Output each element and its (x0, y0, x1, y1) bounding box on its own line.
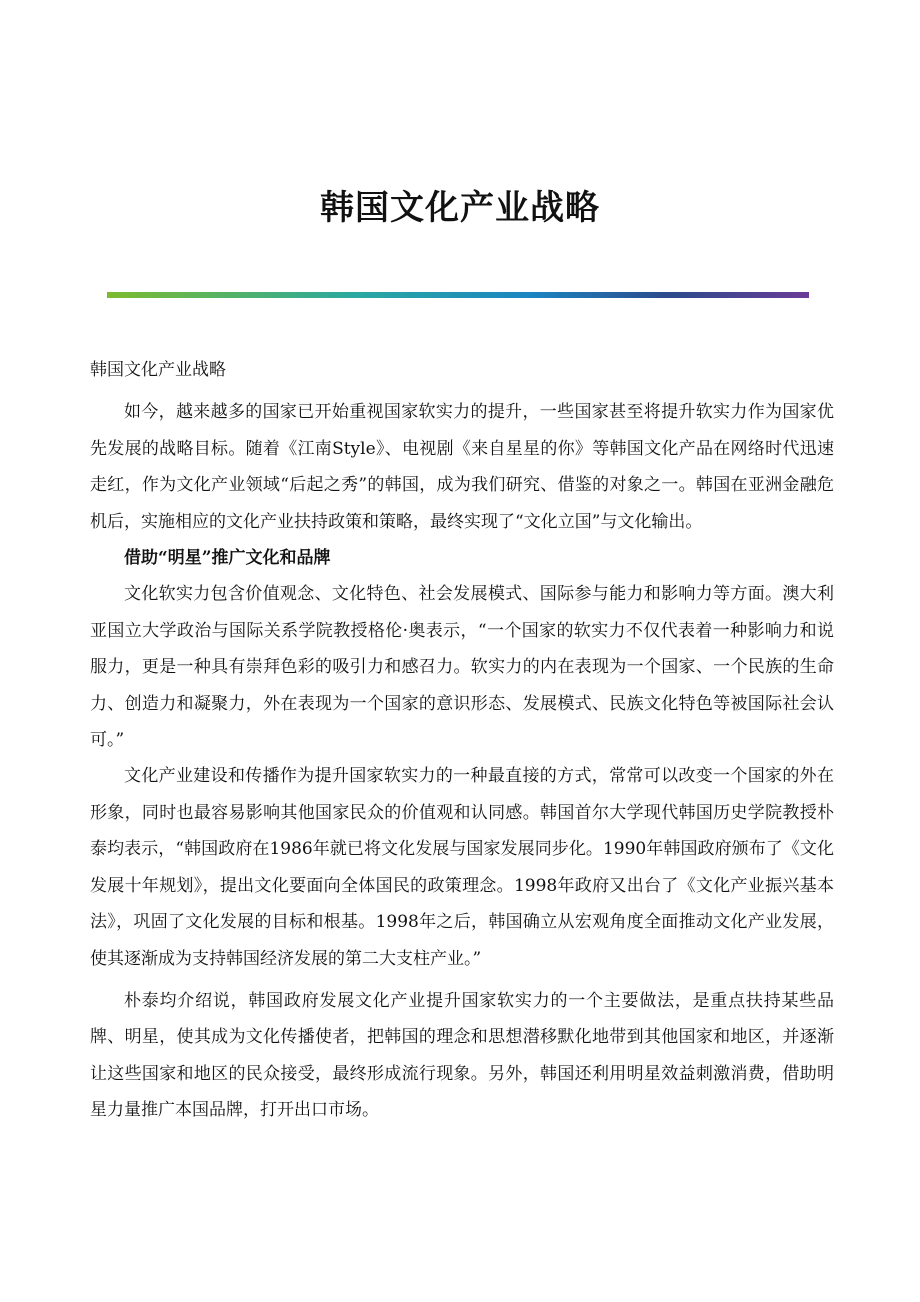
article-subtitle: 韩国文化产业战略 (90, 360, 226, 380)
paragraph-celebrity-strategy: 朴泰均介绍说，韩国政府发展文化产业提升国家软实力的一个主要做法，是重点扶持某些品牌、明星，使其成为文化传播使者，把韩国的理念和思想潜移默化地带到其他国家和地区，并逐渐让这些国家和地区的民众接受，最终形成流行现象。另外，韩国还利用明星效益刺激消费，借助明星力量推广本国品牌，打开出口市场。 (90, 990, 834, 1121)
paragraph-soft-power: 文化软实力包含价值观念、文化特色、社会发展模式、国际参与能力和影响力等方面。澳大利亚国立大学政治与国际关系学院教授格伦·奥表示，“一个国家的软实力不仅代表着一种影响力和说服力，更是一种具有崇拜色彩的吸引力和感召力。软实力的内在表现为一个国家、一个民族的生命力、创造力和凝聚力，外在表现为一个国家的意识形态、发展模式、民族文化特色等被国际社会认可。” (90, 584, 834, 751)
paragraph-cultural-industry: 文化产业建设和传播作为提升国家软实力的一种最直接的方式，常常可以改变一个国家的外在形象，同时也最容易影响其他国家民众的价值观和认同感。韩国首尔大学现代韩国历史学院教授朴泰均表示，“韩国政府在1986年就已将文化发展与国家发展同步化。1990年韩国政府颁布了《文化发展十年规划》，提出文化要面向全体国民的政策理念。1998年政府又出台了《文化产业振兴基本法》，巩固了文化发展的目标和根基。1998年之后，韩国确立从宏观角度全面推动文化产业发展，使其逐渐成为支持韩国经济发展的第二大支柱产业。” (90, 766, 834, 969)
document-body (90, 352, 834, 1129)
paragraph-intro: 如今，越来越多的国家已开始重视国家软实力的提升，一些国家甚至将提升软实力作为国家优先发展的战略目标。随着《江南Style》、电视剧《来自星星的你》等韩国文化产品在网络时代迅速走红，作为文化产业领域“后起之秀”的韩国，成为我们研究、借鉴的对象之一。韩国在亚洲金融危机后，实施相应的文化产业扶持政策和策略，最终实现了“文化立国”与文化输出。 (90, 402, 834, 532)
title-divider (107, 292, 809, 298)
section-heading: 借助“明星”推广文化和品牌 (124, 548, 331, 569)
document-title: 韩国文化产业战略 (320, 188, 600, 228)
